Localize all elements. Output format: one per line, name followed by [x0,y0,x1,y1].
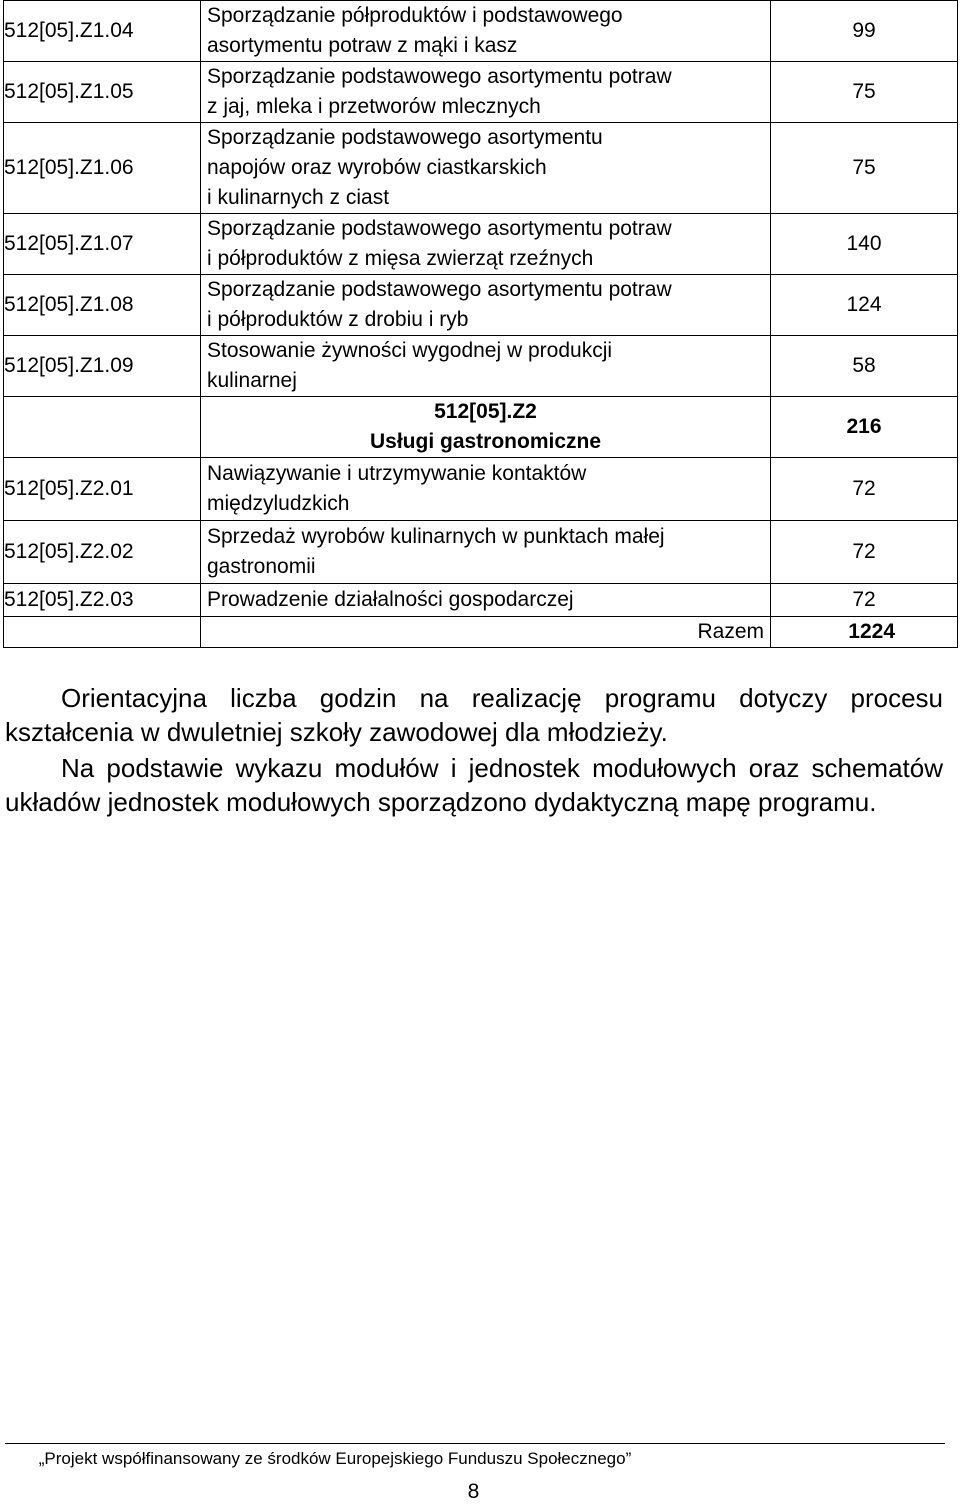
total-label: Razem [201,617,771,648]
unit-title-line: Prowadzenie działalności gospodarczej [207,588,574,611]
total-hours: 1224 [771,617,958,648]
unit-title-line: asortymentu potraw z mąki i kasz [207,34,518,57]
unit-code: 512[05].Z1.06 [4,123,201,214]
table-row [4,336,958,397]
unit-title-line: kulinarnej [207,369,297,392]
unit-title-line: Sporządzanie podstawowego asortymentu potraw [207,278,672,301]
unit-title-line: i kulinarnych z ciast [207,186,390,209]
unit-title-line: z jaj, mleka i przetworów mlecznych [207,95,541,118]
table-row [4,62,958,123]
unit-title-line: i półproduktów z mięsa zwierząt rzeźnych [207,247,594,270]
unit-title-line: Sporządzanie podstawowego asortymentu potraw [207,217,672,240]
section-code: 512[05].Z2 [434,400,537,423]
unit-code: 512[05].Z2.02 [4,521,201,584]
unit-title [201,275,771,336]
page-number: 8 [467,1480,480,1503]
unit-title [201,214,771,275]
unit-title-line: Sporządzanie podstawowego asortymentu [207,126,603,149]
unit-title-line: Sporządzanie podstawowego asortymentu potraw [207,65,672,88]
unit-title [201,336,771,397]
unit-code: 512[05].Z1.05 [4,62,201,123]
note-paragraph: Na podstawie wykazu modułów i jednostek modułowych oraz schematów układów jednostek modułowych sporządzono dydaktyczną mapę programu. [5,753,943,817]
funding-footer: „Projekt współfinansowany ze środków Europejskiego Funduszu Społecznego” [38,1449,632,1468]
unit-title [201,521,771,584]
unit-title [201,62,771,123]
table-row [4,123,958,214]
unit-title [201,458,771,521]
empty-cell [4,617,201,648]
table-row [4,214,958,275]
unit-hours: 72 [771,458,958,521]
section-row [4,397,958,458]
module-hours-table [3,0,958,648]
unit-code: 512[05].Z2.01 [4,458,201,521]
unit-code [4,397,201,458]
unit-hours: 140 [771,214,958,275]
unit-hours: 75 [771,123,958,214]
unit-title [201,1,771,62]
table-row [4,1,958,62]
unit-code: 512[05].Z1.07 [4,214,201,275]
unit-title-line: Stosowanie żywności wygodnej w produkcji [207,339,613,362]
table-row [4,458,958,521]
unit-title-line: międzyludzkich [207,492,350,515]
unit-title [201,584,771,617]
unit-code: 512[05].Z1.08 [4,275,201,336]
unit-title-line: Sporządzanie półproduktów i podstawowego [207,4,623,27]
total-row [4,617,958,648]
unit-hours: 124 [771,275,958,336]
table-row [4,275,958,336]
unit-title-line: Sprzedaż wyrobów kulinarnych w punktach małej [207,525,665,548]
unit-title-line: napojów oraz wyrobów ciastkarskich [207,156,547,179]
unit-title-line: gastronomii [207,555,316,578]
unit-code: 512[05].Z2.03 [4,584,201,617]
section-name: Usługi gastronomiczne [369,430,602,453]
unit-title-line: i półproduktów z drobiu i ryb [207,308,469,331]
unit-hours: 58 [771,336,958,397]
table-row [4,584,958,617]
table-row [4,521,958,584]
unit-hours: 75 [771,62,958,123]
unit-hours: 72 [771,584,958,617]
unit-title [201,123,771,214]
unit-hours: 72 [771,521,958,584]
unit-code: 512[05].Z1.04 [4,1,201,62]
unit-hours: 99 [771,1,958,62]
unit-title-line: Nawiązywanie i utrzymywanie kontaktów [207,462,587,485]
section-hours: 216 [771,397,958,458]
notes [5,681,943,819]
unit-code: 512[05].Z1.09 [4,336,201,397]
section-title [201,397,771,458]
funding-text: Projekt współfinansowany ze środków Europejskiego Funduszu Społecznego [44,1449,626,1468]
footer-divider [5,1443,945,1444]
note-paragraph: Orientacyjna liczba godzin na realizację programu dotyczy procesu kształcenia w dwuletniej szkoły zawodowej dla młodzieży. [5,683,943,747]
